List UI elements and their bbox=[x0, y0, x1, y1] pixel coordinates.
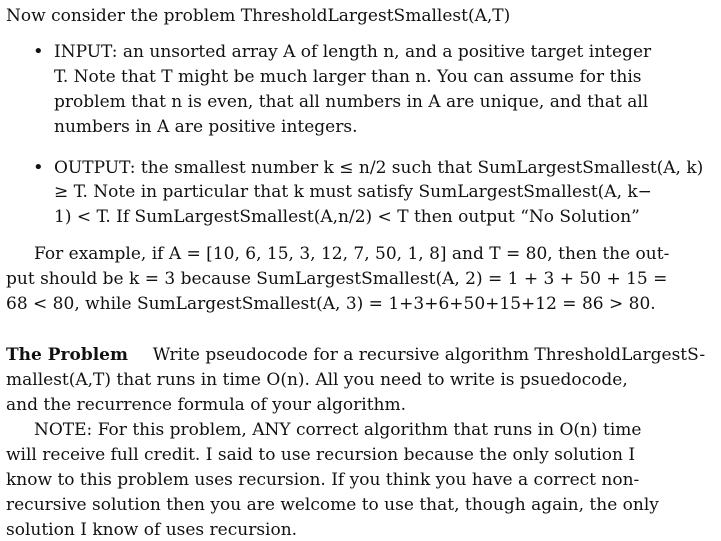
note-line-2: will receive full credit. I said to use recursion because the only solution I bbox=[6, 445, 636, 465]
problem-first-line bbox=[6, 344, 705, 366]
example-line-1: For example, if A = [10, 6, 15, 3, 12, 7, 50, 1, 8] and T = 80, then the out- bbox=[34, 244, 670, 264]
input-line-2: T. Note that T might be much larger than n. You can assume for this bbox=[54, 67, 642, 87]
problem-line-3: and the recurrence formula of your algorithm. bbox=[6, 395, 407, 415]
note-line-1: NOTE: For this problem, ANY correct algorithm that runs in O(n) time bbox=[34, 420, 642, 440]
problem-heading: The Problem bbox=[6, 345, 128, 365]
example-line-3: 68 < 80, while SumLargestSmallest(A, 3) = 1+3+6+50+15+12 = 86 > 80. bbox=[6, 294, 656, 314]
note-line-3: know to this problem uses recursion. If you think you have a correct non- bbox=[6, 470, 640, 490]
example-line-2: put should be k = 3 because SumLargestSmallest(A, 2) = 1 + 3 + 50 + 15 = bbox=[6, 269, 668, 289]
bullet-dot-icon: • bbox=[33, 157, 44, 178]
output-line-1: OUTPUT: the smallest number k ≤ n/2 such that SumLargestSmallest(A, k) bbox=[54, 158, 704, 178]
note-line-5: solution I know of uses recursion. bbox=[6, 520, 298, 540]
note-line-4: recursive solution then you are welcome to use that, though again, the only bbox=[6, 495, 659, 515]
output-line-2: ≥ T. Note in particular that k must satisfy SumLargestSmallest(A, k− bbox=[54, 182, 652, 202]
input-line-4: numbers in A are positive integers. bbox=[54, 117, 358, 137]
output-line-3: 1) < T. If SumLargestSmallest(A,n/2) < T then output “No Solution” bbox=[54, 207, 640, 227]
bullet-dot-icon: • bbox=[33, 41, 44, 62]
input-line-3: problem that n is even, that all numbers in A are unique, and that all bbox=[54, 92, 649, 112]
input-line-1: INPUT: an unsorted array A of length n, and a positive target integer bbox=[54, 42, 652, 62]
intro-line: Now consider the problem ThresholdLargestSmallest(A,T) bbox=[6, 6, 511, 26]
problem-line-2: mallest(A,T) that runs in time O(n). All you need to write is psuedocode, bbox=[6, 370, 628, 390]
problem-line-1: Write pseudocode for a recursive algorithm ThresholdLargestS- bbox=[152, 345, 706, 365]
